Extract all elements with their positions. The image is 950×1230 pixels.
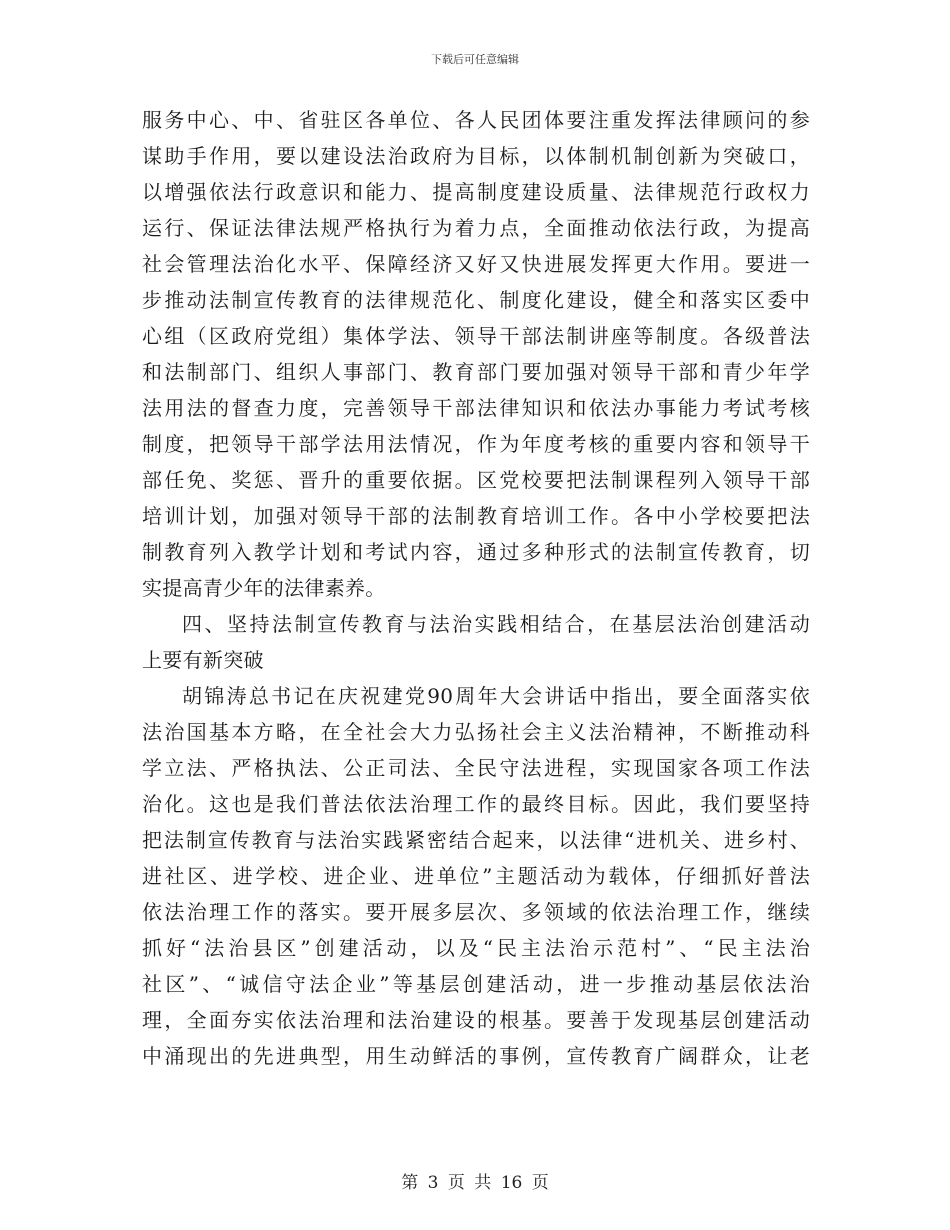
text-line: 运行、保证法律法规严格执行为着力点，全面推动依法行政，为提高 <box>142 216 810 240</box>
text-line: 法治国基本方略，在全社会大力弘扬社会主义法治精神，不断推动科 <box>142 720 810 744</box>
text-line: 胡锦涛总书记在庆祝建党90周年大会讲话中指出，要全面落实依 <box>182 684 810 708</box>
text-line: 以增强依法行政意识和能力、提高制度建设质量、法律规范行政权力 <box>142 180 810 204</box>
page-number-footer: 第 3 页 共 16 页 <box>401 1173 549 1193</box>
text-line: 制教育列入教学计划和考试内容，通过多种形式的法制宣传教育，切 <box>142 540 810 564</box>
text-line: 培训计划，加强对领导干部的法制教育培训工作。各中小学校要把法 <box>142 504 810 528</box>
text-line: 进社区、进学校、进企业、进单位”主题活动为载体，仔细抓好普法 <box>142 864 810 888</box>
text-line: 心组（区政府党组）集体学法、领导干部法制讲座等制度。各级普法 <box>142 324 810 348</box>
document-body <box>142 102 810 1074</box>
text-line: 实提高青少年的法律素养。 <box>142 576 386 600</box>
text-line: 和法制部门、组织人事部门、教育部门要加强对领导干部和青少年学 <box>142 360 810 384</box>
text-line: 学立法、严格执法、公正司法、全民守法进程，实现国家各项工作法 <box>142 756 810 780</box>
text-line: 治化。这也是我们普法依法治理工作的最终目标。因此，我们要坚持 <box>142 792 810 816</box>
text-line: 制度，把领导干部学法用法情况，作为年度考核的重要内容和领导干 <box>142 432 810 456</box>
text-line: 中涌现出的先进典型，用生动鲜活的事例，宣传教育广阔群众，让老 <box>142 1044 810 1068</box>
text-line: 法用法的督查力度，完善领导干部法律知识和依法办事能力考试考核 <box>142 396 810 420</box>
text-line: 依法治理工作的落实。要开展多层次、多领域的依法治理工作，继续 <box>142 900 810 924</box>
text-line: 社区”、“诚信守法企业”等基层创建活动，进一步推动基层依法治 <box>142 972 810 996</box>
text-line: 抓好“法治县区”创建活动，以及“民主法治示范村”、“民主法治 <box>142 936 810 960</box>
text-line: 把法制宣传教育与法治实践紧密结合起来，以法律“进机关、进乡村、 <box>142 828 810 852</box>
section-heading-line: 上要有新突破 <box>142 648 264 672</box>
text-line: 谋助手作用，要以建设法治政府为目标，以体制机制创新为突破口， <box>142 144 810 168</box>
text-line: 理，全面夯实依法治理和法治建设的根基。要善于发现基层创建活动 <box>142 1008 810 1032</box>
text-line: 服务中心、中、省驻区各单位、各人民团体要注重发挥法律顾问的参 <box>142 108 810 132</box>
page-header: 下载后可任意编辑 <box>431 53 519 66</box>
text-line: 步推动法制宣传教育的法律规范化、制度化建设，健全和落实区委中 <box>142 288 810 312</box>
section-heading-line: 四、坚持法制宣传教育与法治实践相结合，在基层法治创建活动 <box>182 612 810 636</box>
text-line: 社会管理法治化水平、保障经济又好又快进展发挥更大作用。要进一 <box>142 252 810 276</box>
text-line: 部任免、奖惩、晋升的重要依据。区党校要把法制课程列入领导干部 <box>142 468 810 492</box>
